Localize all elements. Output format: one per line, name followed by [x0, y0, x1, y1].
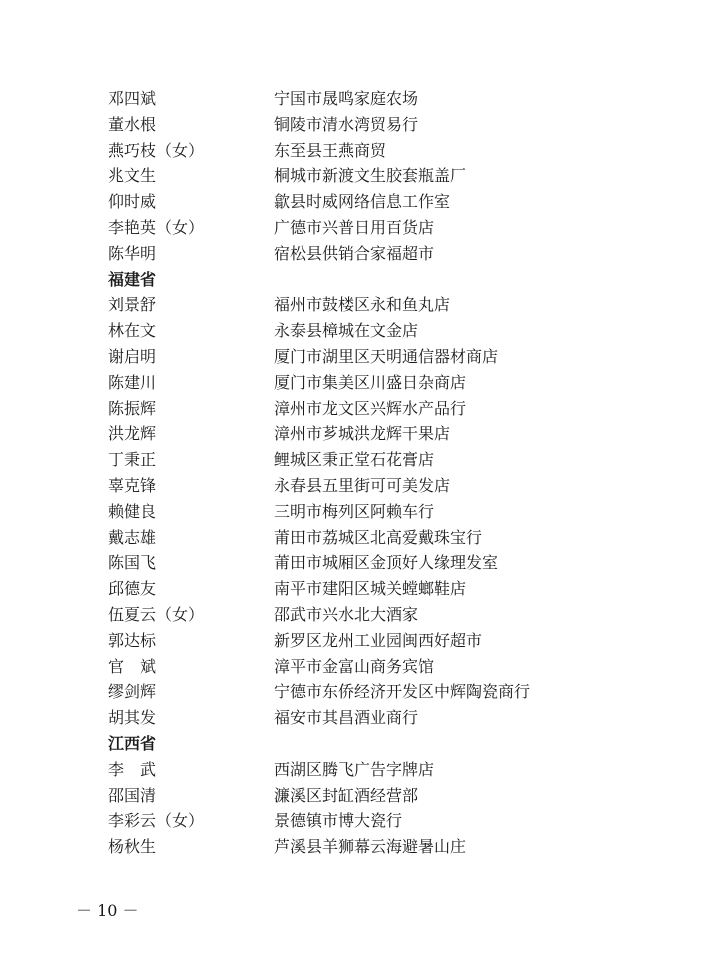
- list-item: [108, 783, 668, 809]
- list-item: [108, 705, 668, 731]
- work-unit: 濂溪区封缸酒经营部: [274, 785, 419, 805]
- person-name: 陈国飞: [108, 553, 157, 573]
- person-name: 邱德友: [108, 579, 157, 599]
- list-item: [108, 679, 668, 705]
- person-name: 杨秋生: [108, 837, 157, 857]
- person-name: 李 武: [108, 759, 157, 779]
- province-heading-label: 福建省: [108, 269, 157, 289]
- work-unit: 漳平市金富山商务宾馆: [274, 656, 435, 676]
- list-item: [108, 344, 668, 370]
- list-item: [108, 473, 668, 499]
- work-unit: 芦溪县羊狮幕云海避暑山庄: [274, 837, 467, 857]
- person-name: 郭达标: [108, 630, 157, 650]
- work-unit: 鲤城区秉正堂石花膏店: [274, 450, 435, 470]
- list-item: [108, 189, 668, 215]
- person-name: 戴志雄: [108, 527, 157, 547]
- list-item: [108, 396, 668, 422]
- list-item: [108, 138, 668, 164]
- person-name: 胡其发: [108, 708, 157, 728]
- province-heading-jiangxi: [108, 731, 668, 757]
- work-unit: 歙县时威网络信息工作室: [274, 192, 451, 212]
- work-unit: 厦门市集美区川盛日杂商店: [274, 372, 467, 392]
- person-name: 林在文: [108, 321, 157, 341]
- province-heading-label: 江西省: [108, 733, 157, 753]
- person-name: 伍夏云（女）: [108, 604, 205, 624]
- person-name: 丁秉正: [108, 450, 157, 470]
- work-unit: 莆田市荔城区北高爱戴珠宝行: [274, 527, 483, 547]
- person-name: 邓四斌: [108, 89, 157, 108]
- person-name: 官 斌: [108, 656, 157, 676]
- list-item: [108, 163, 668, 189]
- work-unit: 永泰县樟城在文金店: [274, 321, 419, 341]
- person-name: 陈振辉: [108, 398, 157, 418]
- person-name: 邵国清: [108, 785, 157, 805]
- work-unit: 漳州市龙文区兴辉水产品行: [274, 398, 467, 418]
- list-item: [108, 576, 668, 602]
- person-name: 洪龙辉: [108, 424, 157, 444]
- work-unit: 福安市其昌酒业商行: [274, 708, 419, 728]
- honor-list: [108, 86, 668, 860]
- work-unit: 东至县王燕商贸: [274, 140, 387, 160]
- person-name: 辜克锋: [108, 475, 157, 495]
- person-name: 仰时威: [108, 192, 157, 212]
- work-unit: 桐城市新渡文生胶套瓶盖厂: [274, 166, 467, 186]
- work-unit: 福州市鼓楼区永和鱼丸店: [274, 295, 451, 315]
- list-item: [108, 421, 668, 447]
- person-name: 缪剑辉: [108, 682, 157, 702]
- work-unit: 三明市梅列区阿赖车行: [274, 501, 435, 521]
- work-unit: 莆田市城厢区金顶好人缘理发室: [274, 553, 499, 573]
- work-unit: 新罗区龙州工业园闽西好超市: [274, 630, 483, 650]
- work-unit: 邵武市兴水北大酒家: [274, 604, 419, 624]
- person-name: 刘景舒: [108, 295, 157, 315]
- list-item: [108, 654, 668, 680]
- work-unit: 西湖区腾飞广告字牌店: [274, 759, 435, 779]
- person-name: 董水根: [108, 114, 157, 134]
- list-item: [108, 525, 668, 551]
- person-name: 李艳英（女）: [108, 217, 205, 237]
- work-unit: 铜陵市清水湾贸易行: [274, 114, 419, 134]
- list-item: [108, 628, 668, 654]
- list-item: [108, 215, 668, 241]
- list-item: [108, 86, 668, 112]
- person-name: 谢启明: [108, 346, 157, 366]
- list-item: [108, 550, 668, 576]
- list-item: [108, 318, 668, 344]
- person-name: 陈华明: [108, 243, 157, 263]
- person-name: 赖健良: [108, 501, 157, 521]
- person-name: 李彩云（女）: [108, 811, 205, 831]
- work-unit: 宁德市东侨经济开发区中辉陶瓷商行: [274, 682, 531, 702]
- list-item: [108, 757, 668, 783]
- list-item: [108, 447, 668, 473]
- work-unit: 厦门市湖里区天明通信器材商店: [274, 346, 499, 366]
- list-item: [108, 602, 668, 628]
- person-name: 陈建川: [108, 372, 157, 392]
- province-heading-fujian: [108, 267, 668, 293]
- work-unit: 南平市建阳区城关螳螂鞋店: [274, 579, 467, 599]
- work-unit: 景德镇市博大瓷行: [274, 811, 403, 831]
- work-unit: 宿松县供销合家福超市: [274, 243, 435, 263]
- list-item: [108, 241, 668, 267]
- list-item: [108, 112, 668, 138]
- list-item: [108, 292, 668, 318]
- list-item: [108, 499, 668, 525]
- person-name: 兆文生: [108, 166, 157, 186]
- work-unit: 永春县五里街可可美发店: [274, 475, 451, 495]
- work-unit: 广德市兴普日用百货店: [274, 217, 435, 237]
- work-unit: 漳州市芗城洪龙辉干果店: [274, 424, 451, 444]
- list-item: [108, 834, 668, 860]
- work-unit: 宁国市晟鸣家庭农场: [274, 89, 419, 108]
- page-number: － 10 －: [76, 901, 139, 920]
- person-name: 燕巧枝（女）: [108, 140, 205, 160]
- list-item: [108, 370, 668, 396]
- list-item: [108, 808, 668, 834]
